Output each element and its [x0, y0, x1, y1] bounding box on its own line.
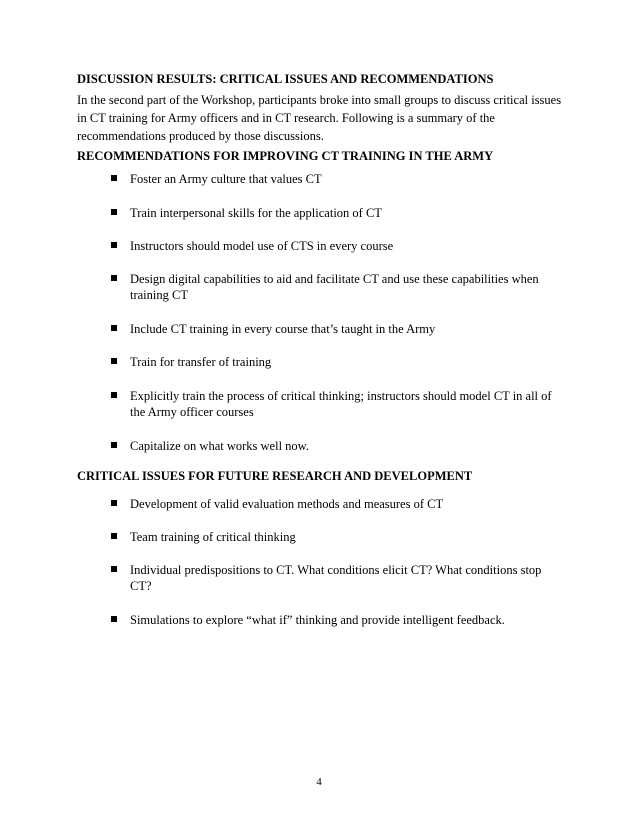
- list-item-text: Explicitly train the process of critical thinking; instructors should model CT in all of: [130, 389, 552, 403]
- recommendations-heading: RECOMMENDATIONS FOR IMPROVING CT TRAINING IN THE ARMY: [77, 149, 494, 163]
- list-item-text: Train for transfer of training: [130, 355, 272, 369]
- paragraph-line: in CT training for Army officers and in CT research. Following is a summary of the: [77, 111, 495, 125]
- list-item-text: Train interpersonal skills for the application of CT: [130, 206, 382, 220]
- intro-paragraph: [77, 91, 577, 145]
- square-bullet-icon: [111, 533, 117, 539]
- square-bullet-icon: [111, 442, 117, 448]
- square-bullet-icon: [111, 175, 117, 181]
- paragraph-line: In the second part of the Workshop, participants broke into small groups to discuss critical issues: [77, 93, 562, 107]
- list-item: [77, 354, 577, 370]
- research-issues-heading: CRITICAL ISSUES FOR FUTURE RESEARCH AND DEVELOPMENT: [77, 469, 473, 483]
- list-item: [77, 271, 577, 303]
- research-issues-list: [77, 496, 577, 628]
- list-item-text: Design digital capabilities to aid and facilitate CT and use these capabilities when: [130, 272, 539, 286]
- list-item: [77, 438, 577, 454]
- square-bullet-icon: [111, 358, 117, 364]
- paragraph-line: recommendations produced by those discussions.: [77, 129, 324, 143]
- list-item-text: Instructors should model use of CTS in every course: [130, 239, 394, 253]
- list-item: [77, 529, 577, 545]
- square-bullet-icon: [111, 209, 117, 215]
- recommendations-list: [77, 171, 577, 454]
- list-item: [77, 321, 577, 337]
- page-content: [77, 71, 577, 628]
- list-item: [77, 171, 577, 187]
- list-item: [77, 205, 577, 221]
- list-item: [77, 612, 577, 628]
- list-item-text: Development of valid evaluation methods and measures of CT: [130, 497, 444, 511]
- list-item: [77, 496, 577, 512]
- list-item-text: CT?: [130, 579, 152, 593]
- page-number: 4: [316, 776, 322, 788]
- list-item-text: Capitalize on what works well now.: [130, 439, 310, 453]
- square-bullet-icon: [111, 500, 117, 506]
- square-bullet-icon: [111, 242, 117, 248]
- discussion-results-heading: DISCUSSION RESULTS: CRITICAL ISSUES AND RECOMMENDATIONS: [77, 72, 494, 86]
- square-bullet-icon: [111, 616, 117, 622]
- list-item-text: Individual predispositions to CT. What conditions elicit CT? What conditions stop: [130, 563, 542, 577]
- square-bullet-icon: [111, 275, 117, 281]
- square-bullet-icon: [111, 566, 117, 572]
- list-item: [77, 562, 577, 594]
- list-item-text: Include CT training in every course that’s taught in the Army: [130, 322, 436, 336]
- list-item-text: Foster an Army culture that values CT: [130, 172, 322, 186]
- list-item-text: Simulations to explore “what if” thinking and provide intelligent feedback.: [130, 613, 505, 627]
- list-item-text: training CT: [130, 288, 188, 302]
- square-bullet-icon: [111, 392, 117, 398]
- list-item: [77, 388, 577, 420]
- list-item-text: the Army officer courses: [130, 405, 254, 419]
- list-item-text: Team training of critical thinking: [130, 530, 296, 544]
- square-bullet-icon: [111, 325, 117, 331]
- list-item: [77, 238, 577, 254]
